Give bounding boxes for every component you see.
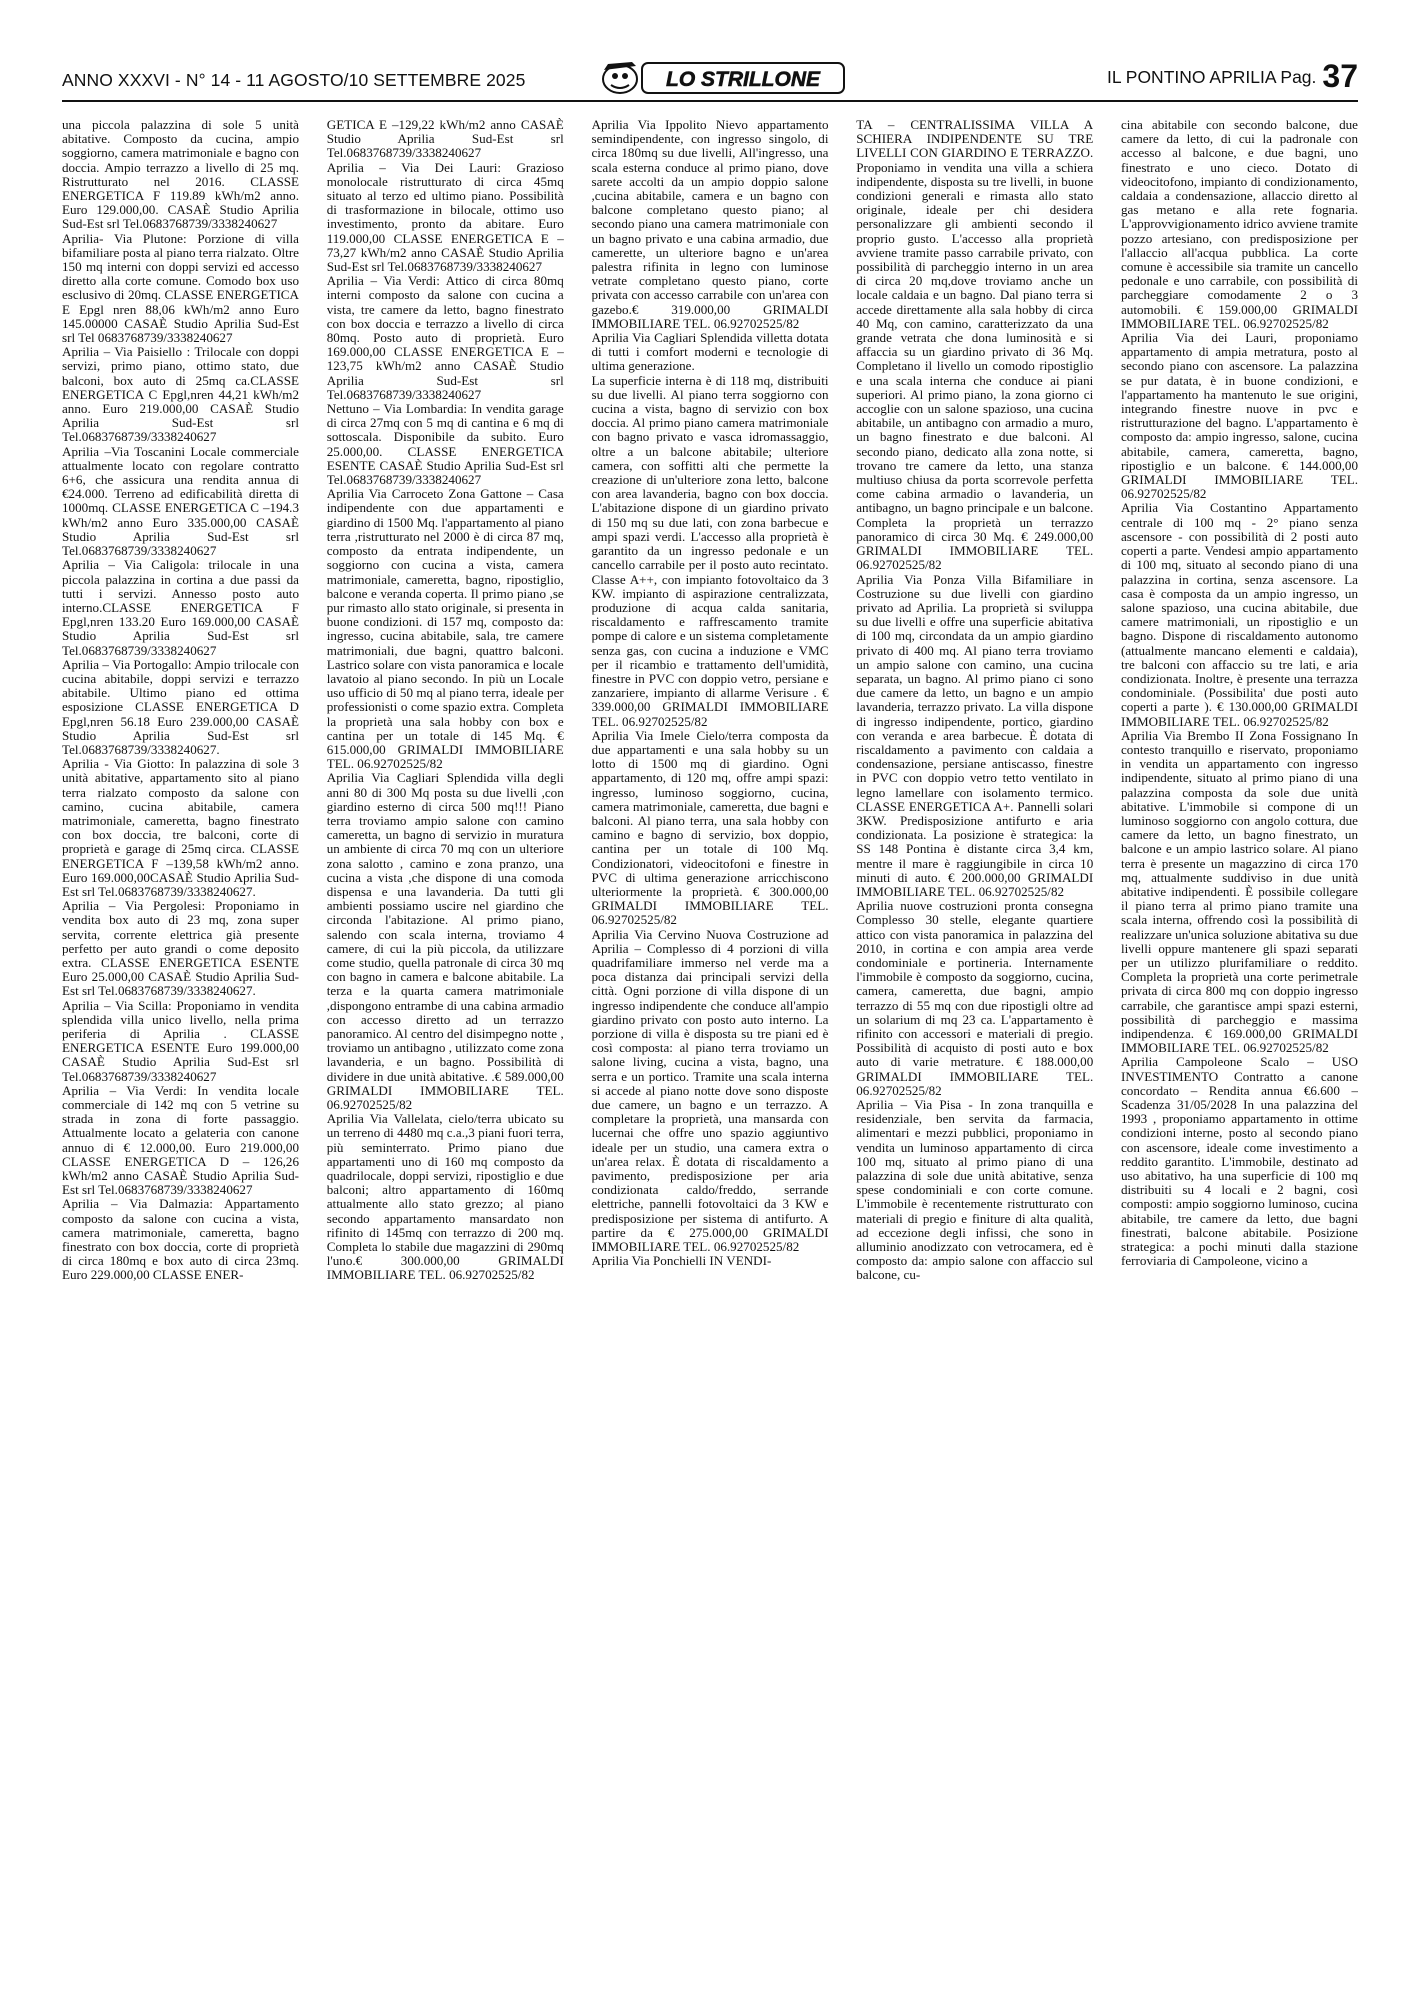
listing: Aprilia Via Carroceto Zona Gattone – Casa indipendente con due appartamenti e giardino di 1500 Mq. l'appartamento al piano terra ,ristrutturato nel 2000 è di circa 87 mq, composto da entrata indipendente, un soggiorno con cucina a vista, camera matrimoniale, cameretta, bagno, ripostiglio, balcone e veranda coperta. Il primo piano ,se pur rimasto allo stato originale, si presenta in buone condizioni. di 157 mq, composto da: ingresso, cucina abitabile, sala, tre camere matrimoniali, due bagni, quattro balconi. Lastrico solare con vista panoramica e locale lavatoio al piano secondo. In più un Locale uso ufficio di 50 mq al piano terra, ideale per professionisti o come spazio extra. Completa la proprietà una sala hobby con box e cantina per un totale di 145 Mq. € 615.000,00 GRIMALDI IMMOBILIARE TEL. 06.92702525/82 bbox=[326, 486, 564, 772]
listing: Aprilia - Via Giotto: In palazzina di sole 3 unità abitative, appartamento sito al piano terra rialzato composto da salone con camino, cucina abitabile, camera matrimoniale, cameretta, bagno finestrato con box doccia, tre balconi, corte di proprietà e garage di 25mq circa. CLASSE ENERGETICA F –139,58 kWh/m2 anno. Euro 169.000,00CASAÈ Studio Aprilia Sud-Est srl Tel.0683768739/3338240627. bbox=[62, 756, 299, 899]
listing: Aprilia- Via Plutone: Porzione di villa bifamiliare posta al piano terra rialzato. Oltre 150 mq interni con doppi servizi ed accesso diretto alla corte comune. Comodo box uso esclusivo di 20mq. CLASSE ENERGETICA E Epgl nren 88,06 kWh/m2 anno Euro 145.00000 CASAÈ Studio Aprilia Sud-Est srl Tel 0683768739/3338240627 bbox=[62, 230, 299, 346]
publication-name: IL PONTINO APRILIA Pag. bbox=[1106, 67, 1317, 87]
logo-text: LO STRILLONE bbox=[666, 68, 820, 91]
listing: Aprilia – Via Scilla: Proponiamo in vendita splendida villa unico livello, nella prima periferia di Aprilia . CLASSE ENERGETICA ESENTE Euro 199.000,00 CASAÈ Studio Aprilia Sud-Est srl Tel.0683768739/3338240627 bbox=[62, 997, 299, 1084]
listing: Aprilia Via Costantino Appartamento centrale di 100 mq - 2° piano senza ascensore - con possibilità di 2 posti auto coperti a parte. Vendesi ampio appartamento di 100 mq, situato al secondo piano di una palazzina in cortina, senza ascensore. La casa è composta da un ampio ingresso, un salone spazioso, una cucina abitabile, due camere matrimoniali, un ripostiglio e un bagno. Dispone di riscaldamento autonomo (attualmente mancano elementi e caldaia), tre balconi con affaccio su tre lati, e aria condizionata. Inoltre, è presente una terrazza condominiale. (Possibilita' due posti auto coperti a parte ). € 130.000,00 GRIMALDI IMMOBILIARE TEL. 06.92702525/82 bbox=[1121, 500, 1358, 729]
column-1 bbox=[62, 118, 299, 1988]
listing: GETICA E –129,22 kWh/m2 anno CASAÈ Studio Aprilia Sud-Est srl Tel.0683768739/3338240627 bbox=[326, 118, 564, 161]
listing: Aprilia Via Cervino Nuova Costruzione ad Aprilia – Complesso di 4 porzioni di villa quadrifamiliare immerso nel verde ma a poca distanza dai principali servizi della città. Ogni porzione di villa dispone di un ingresso indipendente che conduce all'ampio giardino privato con posto auto interno. La porzione di villa è disposta su tre piani ed è così composta: al piano terra troviamo un salone living, cucina a vista, bagno, una serra e un portico. Tramite una scala interna si accede al piano notte dove sono disposte due camere, un bagno e un terrazzo. A completare la proprietà, una mansarda con lucernai che offre uno spazio aggiuntivo ideale per un studio, una camera extra o un'area relax. È dotata di riscaldamento a pavimento, predisposizione per aria condizionata caldo/freddo, serrande elettriche, pannelli fotovoltaici da 3 KW e predisposizione per sistema di antifurto. A partire da € 275.000,00 GRIMALDI IMMOBILIARE TEL. 06.92702525/82 bbox=[591, 926, 829, 1255]
newspaper-logo bbox=[600, 58, 848, 96]
listing: cina abitabile con secondo balcone, due camere da letto, di cui la padronale con accesso al balcone, e due bagni, uno finestrato e uno cieco. Dotato di videocitofono, impianto di condizionamento, caldaia a condensazione, allaccio diretto al gas metano e alla rete fognaria. L'approvvigionamento idrico avviene tramite pozzo artesiano, con predisposizione per l'allaccio all'acqua pubblica. La corte comune è accessibile sia tramite un cancello pedonale e uno carrabile, con possibilità di parcheggiare comodamente 2 o 3 automobili. € 159.000,00 GRIMALDI IMMOBILIARE TEL. 06.92702525/82 bbox=[1121, 118, 1358, 331]
listing: Aprilia – Via Portogallo: Ampio trilocale con cucina abitabile, doppi servizi e terrazzo abitabile. Ultimo piano ed ottima esposizione CLASSE ENERGETICA D Epgl,nren 56.18 Euro 239.000,00 CASAÈ Studio Aprilia Sud-Est srl Tel.0683768739/3338240627. bbox=[62, 656, 299, 757]
listing: Aprilia – Via Dalmazia: Appartamento composto da salone con cucina a vista, camera matrimoniale, cameretta, bagno finestrato con box doccia, corte di proprietà di circa 180mq e box auto di circa 23mq. Euro 229.000,00 CLASSE ENER- bbox=[62, 1196, 299, 1283]
listing: Aprilia – Via Pergolesi: Proponiamo in vendita box auto di 23 mq, zona super servita, corrente elettrica già presente perfetto per auto grandi o come deposito extra. CLASSE ENERGETICA ESENTE Euro 25.000,00 CASAÈ Studio Aprilia Sud-Est srl Tel.0683768739/3338240627. bbox=[62, 898, 299, 999]
listing: Aprilia – Via Paisiello : Trilocale con doppi servizi, primo piano, ottimo stato, due balconi, box auto di 25mq ca.CLASSE ENERGETICA C Epgl,nren 44,21 kWh/m2 anno. Euro 219.000,00 CASAÈ Studio Aprilia Sud-Est srl Tel.0683768739/3338240627 bbox=[62, 344, 299, 445]
listing: La superficie interna è di 118 mq, distribuiti su due livelli. Al piano terra soggiorno con cucina a vista, bagno di servizio con box doccia. Al primo piano camera matrimoniale con bagno privato e vasca idromassaggio, oltre a un balcone abitabile; ulteriore camera, con soffitti alti che permette la creazione di un'ulteriore zona letto, balcone con area lavanderia, bagno con box doccia. L'abitazione dispone di un giardino privato di 150 mq su due lati, con zona barbecue e ampi spazi verdi. L'accesso alla proprietà è garantito da un ingresso pedonale e un cancello carrabile per il posto auto recintato. Classe A++, con impianto fotovoltaico da 3 KW. impianto di aspirazione centralizzata, produzione di acqua calda sanitaria, riscaldamento e raffrescamento tramite pompe di calore e un sistema completamente senza gas, con cucina a induzione e VMC per il ricambio e trattamento dell'umidità, finestre in PVC con doppio vetro, persiane e zanzariere, impianto di allarme Verisure . € 339.000,00 GRIMALDI IMMOBILIARE TEL. 06.92702525/82 bbox=[591, 372, 829, 729]
listing: Aprilia Via Ponza Villa Bifamiliare in Costruzione su due livelli con giardino privato ad Aprilia. La proprietà si sviluppa su due livelli e offre una superficie abitativa di 100 mq, circondata da un ampio giardino privato di 400 mq. Al piano terra troviamo un ampio salone con camino, una cucina separata, un bagno. Al primo piano ci sono due camere da letto, un bagno e un ampio lavanderia, terrazzo privato. La villa dispone di ingresso indipendente, portico, giardino con veranda e area barbecue. È dotata di riscaldamento a pavimento con caldaia a condensazione, persiane antiscasso, finestre in PVC con doppio vetro tetto ventilato in legno lamellare con isolamento termico. CLASSE ENERGETICA A+. Pannelli solari 3KW. Predisposizione antifurto e aria condizionata. La posizione è strategica: la SS 148 Pontina è distante circa 3,4 km, mentre il mare è raggiungibile in circa 10 minuti di auto. € 200.000,00 GRIMALDI IMMOBILIARE TEL. 06.92702525/82 bbox=[856, 571, 1094, 899]
page-label bbox=[1107, 58, 1358, 95]
listing: Aprilia Via Imele Cielo/terra composta da due appartamenti e una sala hobby su un lotto di 1500 mq di giardino. Ogni appartamento, di 120 mq, offre ampi spazi: ingresso, luminoso soggiorno, cucina, camera matrimoniale, cameretta, due bagni e balconi. Al piano terra, una sala hobby con camino e bagno di servizio, box doppio, cantina per un totale di 100 Mq. Condizionatori, videocitofoni e finestre in PVC di ultima generazione arricchiscono ulteriormente la proprietà. € 300.000,00 GRIMALDI IMMOBILIARE TEL. 06.92702525/82 bbox=[591, 727, 829, 928]
page-number: 37 bbox=[1322, 58, 1358, 94]
listing: Aprilia – Via Verdi: In vendita locale commerciale di 142 mq con 5 vetrine su strada in zona di forte passaggio. Attualmente locato a gelateria con canone annuo di € 12.000,00. Euro 219.000,00 CLASSE ENERGETICA D – 126,26 kWh/m2 anno CASAÈ Studio Aprilia Sud-Est srl Tel.0683768739/3338240627 bbox=[62, 1082, 299, 1198]
issue-info: ANNO XXXVI - N° 14 - 11 AGOSTO/10 SETTEMBRE 2025 bbox=[62, 70, 526, 90]
listing: Nettuno – Via Lombardia: In vendita garage di circa 27mq con 5 mq di cantina e 6 mq di sottoscala. Disponibile da subito. Euro 25.000,00. CLASSE ENERGETICA ESENTE CASAÈ Studio Aprilia Sud-Est srl Tel.0683768739/3338240627 bbox=[326, 401, 564, 488]
listing: una piccola palazzina di sole 5 unità abitative. Composto da cucina, ampio soggiorno, camera matrimoniale e bagno con doccia. Ampio terrazzo a livello di 25 mq. Ristrutturato nel 2016. CLASSE ENERGETICA F 119.89 kWh/m2 anno. Euro 129.000,00. CASAÈ Studio Aprilia Sud-Est srl Tel.0683768739/3338240627 bbox=[62, 118, 299, 232]
column-4 bbox=[856, 118, 1093, 1988]
page-header bbox=[62, 56, 1358, 104]
listing: TA – CENTRALISSIMA VILLA A SCHIERA INDIPENDENTE SU TRE LIVELLI CON GIARDINO E TERRAZZO. Proponiamo in vendita una villa a schiera indipendente, disposta su tre livelli, in buone condizioni generali e rimasta allo stato originale, ideale per chi desidera personalizzare gli ambienti secondo il proprio gusto. L'accesso alla proprietà avviene tramite passo carrabile privato, con possibilità di parcheggio interno in un area di circa 20 mq,dove troviamo anche un locale caldaia e un bagno. Dal piano terra si accede direttamente alla sala hobby di circa 40 Mq, con camino, caratterizzato da una grande vetrata che dona luminosità e si affaccia su un giardino privato di 36 Mq. Completano il livello un comodo ripostiglio e una scala interna che conduce ai piani superiori. Al primo piano, la zona giorno ci accoglie con un salone spazioso, una cucina abitabile, un antibagno con armadio a muro, un bagno finestrato e due balconi. Al secondo piano, dedicato alla zona notte, si trovano tre camere da letto, una stanza multiuso chiusa da porta scorrevole perfetta come cabina armadio o lavanderia, un antibagno, un bagno principale e un balcone. Completa la proprietà un terrazzo panoramico di circa 30 Mq. € 249.000,00 GRIMALDI IMMOBILIARE TEL. 06.92702525/82 bbox=[856, 118, 1094, 573]
listing: Aprilia –Via Toscanini Locale commerciale attualmente locato con regolare contratto 6+6, che assicura una rendita annua di €24.000. Terreno ad edificabilità diretta di 1000mq. CLASSE ENERGETICA C –194.3 kWh/m2 anno Euro 335.000,00 CASAÈ Studio Aprilia Sud-Est srl Tel.0683768739/3338240627 bbox=[62, 443, 299, 559]
listing: Aprilia – Via Verdi: Attico di circa 80mq interni composto da salone con cucina a vista, tre camere da letto, bagno finestrato con box doccia e terrazzo a livello di circa 80mq. Posto auto di proprietà. Euro 169.000,00 CLASSE ENERGETICA E –123,75 kWh/m2 anno CASAÈ Studio Aprilia Sud-Est srl Tel.0683768739/3338240627 bbox=[326, 273, 564, 402]
listing: Aprilia Campoleone Scalo – USO INVESTIMENTO Contratto a canone concordato – Rendita annua €6.600 – Scadenza 31/05/2028 In una palazzina del 1993 , proponiamo appartamento in ottime condizioni interne, posto al secondo piano con ascensore, ideale come investimento a reddito garantito. L'immobile, destinato ad uso abitativo, ha una superficie di 100 mq distribuiti su 4 locali e 2 bagni, così composti: ampio soggiorno luminoso, cucina abitabile, tre camere da letto, due bagni finestrati, balcone abitabile. Posizione strategica: a pochi minuti dalla stazione ferroviaria di Campoleone, vicino a bbox=[1121, 1054, 1358, 1269]
listing: Aprilia Via Vallelata, cielo/terra ubicato su un terreno di 4480 mq c.a.,3 piani fuori terra, più seminterrato. Primo piano due appartamenti uno di 160 mq composto da quadrilocale, doppi servizi, ripostiglio e due balconi; altro appartamento di 160mq attualmente allo stato grezzo; al piano secondo appartamento mansardato non rifinito di 145mq con terrazzo di 200 mq. Completa lo stabile due magazzini di 290mq l'uno.€ 300.000,00 GRIMALDI IMMOBILIARE TEL. 06.92702525/82 bbox=[326, 1111, 564, 1283]
column-5 bbox=[1121, 118, 1358, 1988]
column-3 bbox=[592, 118, 829, 1988]
listing: Aprilia Via Ippolito Nievo appartamento semindipendente, con ingresso singolo, di circa 180mq su due livelli, All'ingresso, una scala esterna conduce al primo piano, dove sarete accolti da un ampio doppio salone ,cucina abitabile, camera e un bagno con balcone completano questo piano; al secondo piano una camera matrimoniale con un bagno privato e una cabina armadio, due camerette, un ulteriore bagno e un'area palestra rifinita in legno con luminose vetrate completano questo piano, corte privata con accesso carrabile con un'area con gazebo.€ 319.000,00 GRIMALDI IMMOBILIARE TEL. 06.92702525/82 bbox=[591, 118, 829, 331]
listing: Aprilia – Via Dei Lauri: Grazioso monolocale ristrutturato di circa 45mq situato al terzo ed ultimo piano. Possibilità di trasformazione in bilocale, ottimo uso investimento, pronto da abitare. Euro 119.000,00 CLASSE ENERGETICA E –73,27 kWh/m2 anno CASAÈ Studio Aprilia Sud-Est srl Tel.0683768739/3338240627 bbox=[326, 159, 564, 275]
header-rule bbox=[62, 100, 1358, 102]
listing: Aprilia – Via Caligola: trilocale in una piccola palazzina in cortina a due passi da tutti i servizi. Annesso posto auto interno.CLASSE ENERGETICA F Epgl,nren 133.20 Euro 169.000,00 CASAÈ Studio Aprilia Sud-Est srl Tel.0683768739/3338240627 bbox=[62, 557, 299, 658]
ad-columns bbox=[62, 118, 1358, 1988]
listing: Aprilia Via Cagliari Splendida villa degli anni 80 di 300 Mq posta su due livelli ,con giardino esterno di circa 500 mq!!! Piano terra troviamo ampio salone con camino cameretta, un bagno di servizio in muratura un ambiente di circa 70 mq con un ulteriore zona salotto , camino e zona pranzo, una cucina a vista ,che dispone di una comoda dispensa e una lavanderia. Da tutti gli ambienti possiamo uscire nel giardino che circonda l'abitazione. Al primo piano, salendo con scala interna, troviamo 4 camere, di cui la più piccola, da utilizzare come studio, quella patronale di circa 30 mq con bagno in camera e balcone abitabile. La terza e la quarta camera matrimoniale ,dispongono entrambe di una cabina armadio con accesso diretto ad un terrazzo panoramico. Al centro del disimpegno notte , troviamo un antibagno , utilizzato come zona lavanderia, e un bagno. Possibilità di dividere in due unità abitative. .€ 589.000,00 GRIMALDI IMMOBILIARE TEL. 06.92702525/82 bbox=[326, 770, 564, 1113]
listing: Aprilia – Via Pisa - In zona tranquilla e residenziale, ben servita da farmacia, alimentari e mezzi pubblici, proponiamo in vendita un luminoso appartamento di circa 100 mq, situato al primo piano di una palazzina di sole due unità abitative, senza spese condominiali e con corte comune. L'immobile è recentemente ristrutturato con materiali di pregio e finiture di alta qualità, ad eccezione degli infissi, che sono in alluminio anodizzato con vetrocamera, ed è composto da: ampio salone con affaccio sul balcone, cu- bbox=[856, 1097, 1094, 1283]
column-2 bbox=[327, 118, 564, 1988]
listing: Aprilia Via Brembo II Zona Fossignano In contesto tranquillo e riservato, proponiamo in vendita un appartamento con ingresso indipendente, situato al primo piano di una palazzina composta da sole due unità abitative. L'immobile si compone di un luminoso soggiorno con angolo cottura, due camere da letto, un bagno finestrato, un balcone e un ampio lastrico solare. Al piano terra è presente un magazzino di circa 170 mq, attualmente suddiviso in due unità abitative indipendenti. È possibile collegare il piano terra al primo piano tramite una scala interna, offrendo così la possibilità di realizzare un'unica soluzione abitativa su due livelli oppure mantenere gli spazi separati per un utilizzo plurifamiliare o reddito. Completa la proprietà una corte perimetrale privata di circa 800 mq con doppio ingresso carrabile, che garantisce ampi spazi esterni, possibilità di parcheggio e massima indipendenza. € 169.000,00 GRIMALDI IMMOBILIARE TEL. 06.92702525/82 bbox=[1121, 727, 1358, 1056]
listing: Aprilia Via Cagliari Splendida villetta dotata di tutti i comfort moderni e tecnologie di ultima generazione. bbox=[591, 330, 829, 374]
listing: Aprilia nuove costruzioni pronta consegna Complesso 30 stelle, elegante quartiere attico con vista panoramica in palazzina del 2010, in cortina e con ampia area verde condominiale e portineria. Internamente l'immobile è composto da soggiorno, cucina, camera, cameretta, due bagni, ampio terrazzo di 55 mq con due ripostigli oltre ad un solarium di mq 23 ca. L'appartamento è rifinito con accessori e materiali di pregio. Possibilità di acquisto di posti auto e box auto di varie metrature. € 188.000,00 GRIMALDI IMMOBILIARE TEL. 06.92702525/82 bbox=[856, 898, 1094, 1098]
listing: Aprilia Via Ponchielli IN VENDI- bbox=[591, 1253, 772, 1269]
listing: Aprilia Via dei Lauri, proponiamo appartamento di ampia metratura, posto al secondo piano con ascensore. La palazzina se pur datata, è in buone condizioni, e l'appartamento ha mantenuto le sue origini, integrando finestre nuove in pvc e ristrutturazione del bagno. L'appartamento è composto da: ampio ingresso, salone, cucina abitabile, camera, cameretta, bagno, ripostiglio e un balcone. € 144.000,00 GRIMALDI IMMOBILIARE TEL. 06.92702525/82 bbox=[1121, 330, 1358, 502]
